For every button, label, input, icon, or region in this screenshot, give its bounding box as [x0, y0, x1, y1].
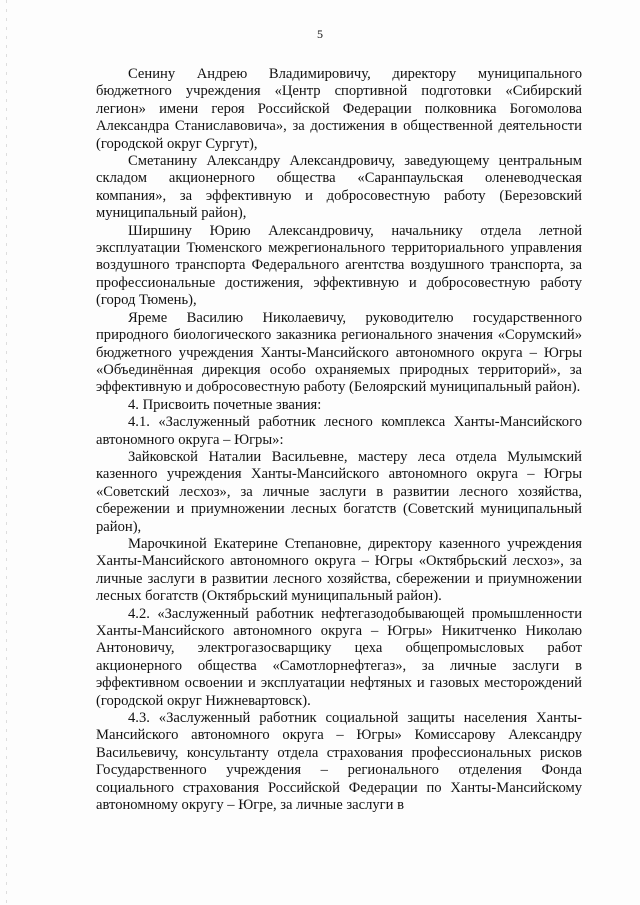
section-4-3-paragraph: 4.3. «Заслуженный работник социальной защиты населения Ханты-Мансийского автономного округа – Югры» Комиссарову Александру Васильевичу, консультанту отдела страхования профессиональных рисков Государственного учреждения – регионального отделения Фонда социального страхования Российской Федерации по Ханты-Мансийскому автономному округу – Югре, за личные заслуги в: [96, 710, 582, 814]
paragraph-yarema: Яреме Василию Николаевичу, руководителю государственного природного биологического заказника регионального значения «Сорумский» бюджетного учреждения Ханты-Мансийского автономного округа – Югры «Объединённая дирекция особо охраняемых природных территорий», за эффективную и добросовестную работу (Белоярский муниципальный район).: [96, 309, 582, 396]
scan-edge-mark: [6, 0, 7, 905]
section-4-1-title: 4.1. «Заслуженный работник лесного комплекса Ханты-Мансийского автономного округа – Югры»:: [96, 414, 582, 448]
page-number: 5: [317, 27, 323, 41]
section-4-2-paragraph: 4.2. «Заслуженный работник нефтегазодобывающей промышленности Ханты-Мансийского автономного округа – Югры» Никитченко Николаю Антоновичу, электрогазосварщику цеха общепромысловых работ акционерного общества «Самотлорнефтегаз», за личные заслуги в эффективном освоении и эксплуатации нефтяных и газовых месторождений (городской округ Нижневартовск).: [96, 605, 582, 709]
paragraph-marochkina: Марочкиной Екатерине Степановне, директору казенного учреждения Ханты-Мансийского автономного округа – Югры «Октябрьский лесхоз», за личные заслуги в развитии лесного хозяйства, сбережении и приумножении лесных богатств (Октябрьский муниципальный район).: [96, 535, 582, 605]
paragraph-senin: Сенину Андрею Владимировичу, директору муниципального бюджетного учреждения «Центр спортивной подготовки «Сибирский легион» имени героя Российской Федерации полковника Богомолова Александра Станиславовича», за достижения в общественной деятельности (городской округ Сургут),: [96, 66, 582, 152]
section-4-heading: 4. Присвоить почетные звания:: [128, 396, 322, 413]
paragraph-shirshin: Ширшину Юрию Александровичу, начальнику отдела летной эксплуатации Тюменского межрегионального территориального управления воздушного транспорта Федерального агентства воздушного транспорта, за профессиональные достижения, эффективную и добросовестную работу (город Тюмень),: [96, 222, 582, 309]
document-body: [96, 66, 582, 814]
paragraph-smetanin: Сметанину Александру Александровичу, заведующему центральным складом акционерного общества «Саранпаульская оленеводческая компания», за эффективную и добросовестную работу (Березовский муниципальный район),: [96, 153, 582, 222]
paragraph-zaykovskaya: Зайковской Наталии Васильевне, мастеру леса отдела Мулымский казенного учреждения Ханты-Мансийского автономного округа – Югры «Советский лесхоз», за личные заслуги в развитии лесного хозяйства, сбережении и приумножении лесных богатств (Советский муниципальный район),: [96, 448, 582, 535]
